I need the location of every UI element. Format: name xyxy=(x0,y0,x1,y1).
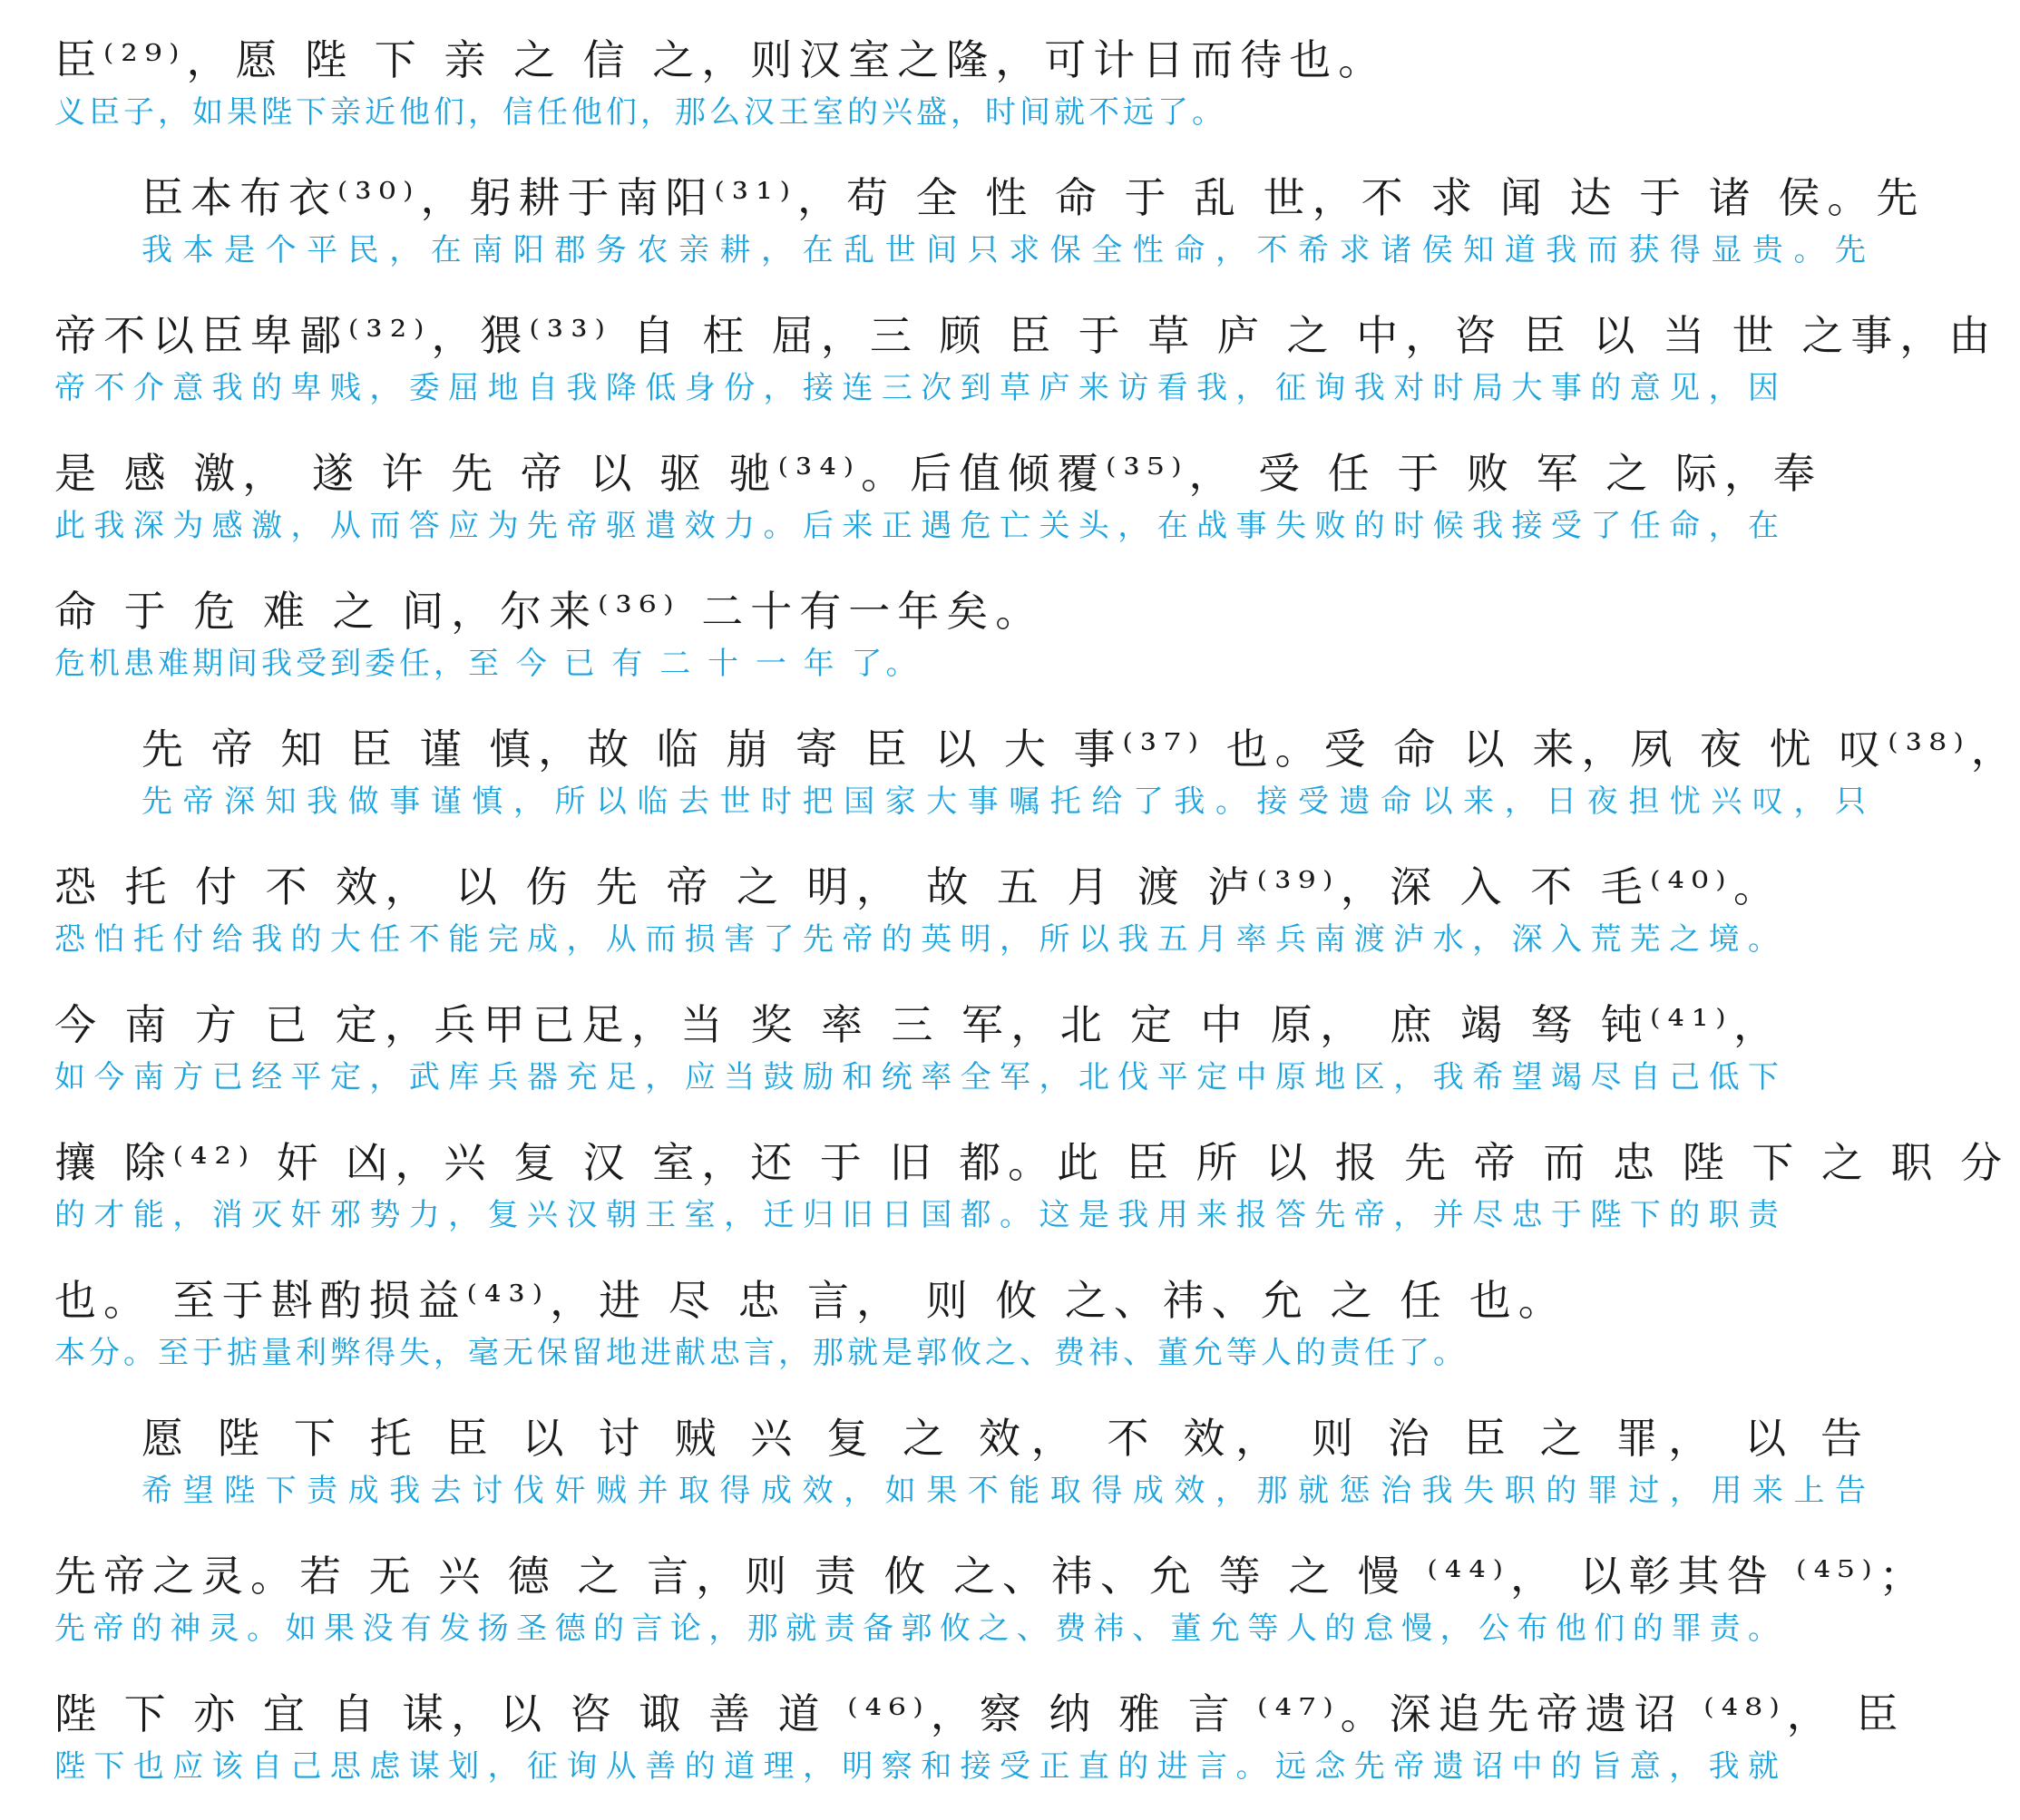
translation-line: 此我深为感激，从而答应为先帝驱遣效力。后来正遇危亡关头，在战事失败的时候我接受了任命，在 xyxy=(54,508,1782,544)
original-line: 先 帝 知 臣 谨 慎，故 临 崩 寄 臣 以 大 事⁽³⁷⁾ 也。受 命 以 来，夙 夜 忧 叹⁽³⁸⁾， xyxy=(141,725,2020,774)
original-line: 陛 下 亦 宜 自 谋，以 咨 诹 善 道 ⁽⁴⁶⁾，察 纳 雅 言 ⁽⁴⁷⁾。深追先帝遗诏 ⁽⁴⁸⁾， 臣 xyxy=(54,1689,1906,1738)
original-line: 臣⁽²⁹⁾，愿 陛 下 亲 之 信 之，则汉室之隆，可计日而待也。 xyxy=(54,35,1388,84)
translation-line: 先帝的神灵。如果没有发扬圣德的言论，那就责备郭攸之、费祎、董允等人的怠慢，公布他们的罪责。 xyxy=(54,1611,1782,1647)
text-row-3 xyxy=(54,303,1998,408)
original-line: 愿 陛 下 托 臣 以 讨 贼 兴 复 之 效， 不 效， 则 治 臣 之 罪， 以 告 xyxy=(141,1414,1869,1463)
original-line: 臣本布衣⁽³⁰⁾，躬耕于南阳⁽³¹⁾，苟 全 性 命 于 乱 世，不 求 闻 达 于 诸 侯。先 xyxy=(141,173,1926,222)
text-row-8 xyxy=(54,992,1782,1097)
text-row-7 xyxy=(54,854,1782,959)
original-line: 帝不以臣卑鄙⁽³²⁾，猥⁽³³⁾ 自 枉 屈，三 顾 臣 于 草 庐 之 中，咨 臣 以 当 世 之事，由 xyxy=(54,311,1998,360)
original-line: 也。 至于斟酌损益⁽⁴³⁾，进 尽 忠 言， 则 攸 之、祎、允 之 任 也。 xyxy=(54,1276,1567,1325)
text-row-9 xyxy=(54,1130,2010,1235)
translation-line: 帝不介意我的卑贱，委屈地自我降低身份，接连三次到草庐来访看我，征询我对时局大事的意见，因 xyxy=(54,370,1782,406)
translation-line: 先帝深知我做事谨慎，所以临去世时把国家大事嘱托给了我。接受遗命以来，日夜担忧兴叹，只 xyxy=(141,783,1869,820)
translation-line: 如今南方已经平定，武库兵器充足，应当鼓励和统率全军，北伐平定中原地区，我希望竭尽自己低下 xyxy=(54,1059,1782,1095)
original-line: 攘 除⁽⁴²⁾ 奸 凶，兴 复 汉 室，还 于 旧 都。此 臣 所 以 报 先 帝 而 忠 陛 下 之 职 分 xyxy=(54,1138,2010,1187)
text-row-1 xyxy=(54,27,1782,132)
translation-line: 本分。至于掂量利弊得失，毫无保留地进献忠言，那就是郭攸之、费祎、董允等人的责任了。 xyxy=(54,1335,1468,1371)
original-line: 是 感 激， 遂 许 先 帝 以 驱 驰⁽³⁴⁾。后值倾覆⁽³⁵⁾， 受 任 于 败 军 之 际，奉 xyxy=(54,449,1822,498)
original-line: 命 于 危 难 之 间，尔来⁽³⁶⁾ 二十有一年矣。 xyxy=(54,587,1045,636)
document-page xyxy=(54,27,2020,1786)
text-row-12 xyxy=(54,1543,1928,1649)
text-row-2 xyxy=(54,165,1926,270)
original-line: 今 南 方 已 定，兵甲已足，当 奖 率 三 军，北 定 中 原， 庶 竭 驽 钝⁽⁴¹⁾， xyxy=(54,1000,1782,1049)
translation-line: 我本是个平民，在南阳郡务农亲耕，在乱世间只求保全性命，不希求诸侯知道我而获得显贵。先 xyxy=(141,232,1869,268)
text-row-4 xyxy=(54,441,1822,546)
original-line: 先帝之灵。若 无 兴 德 之 言，则 责 攸 之、祎、允 等 之 慢 ⁽⁴⁴⁾， 以彰其咎 ⁽⁴⁵⁾； xyxy=(54,1552,1928,1601)
translation-line: 义臣子，如果陛下亲近他们，信任他们，那么汉王室的兴盛，时间就不远了。 xyxy=(54,94,1226,131)
text-row-11 xyxy=(54,1406,1869,1511)
text-row-13 xyxy=(54,1681,1906,1786)
text-row-5 xyxy=(54,579,1782,684)
translation-line: 恐怕托付给我的大任不能完成，从而损害了先帝的英明，所以我五月率兵南渡泸水，深入荒芜之境。 xyxy=(54,921,1782,958)
translation-line: 希望陛下责成我去讨伐奸贼并取得成效，如果不能取得成效，那就惩治我失职的罪过，用来上告 xyxy=(141,1473,1869,1509)
translation-line: 的才能，消灭奸邪势力，复兴汉朝王室，迁归旧日国都。这是我用来报答先帝，并尽忠于陛下的职责 xyxy=(54,1197,1782,1233)
original-line: 恐 托 付 不 效， 以 伤 先 帝 之 明， 故 五 月 渡 泸⁽³⁹⁾，深 入 不 毛⁽⁴⁰⁾。 xyxy=(54,862,1782,911)
translation-line: 陛下也应该自己思虑谋划，征询从善的道理，明察和接受正直的进言。远念先帝遗诏中的旨意，我就 xyxy=(54,1748,1782,1785)
translation-line: 危机患难期间我受到委任，至 今 已 有 二 十 一 年 了。 xyxy=(54,646,921,682)
text-row-10 xyxy=(54,1268,1782,1373)
text-row-6 xyxy=(54,716,2020,822)
